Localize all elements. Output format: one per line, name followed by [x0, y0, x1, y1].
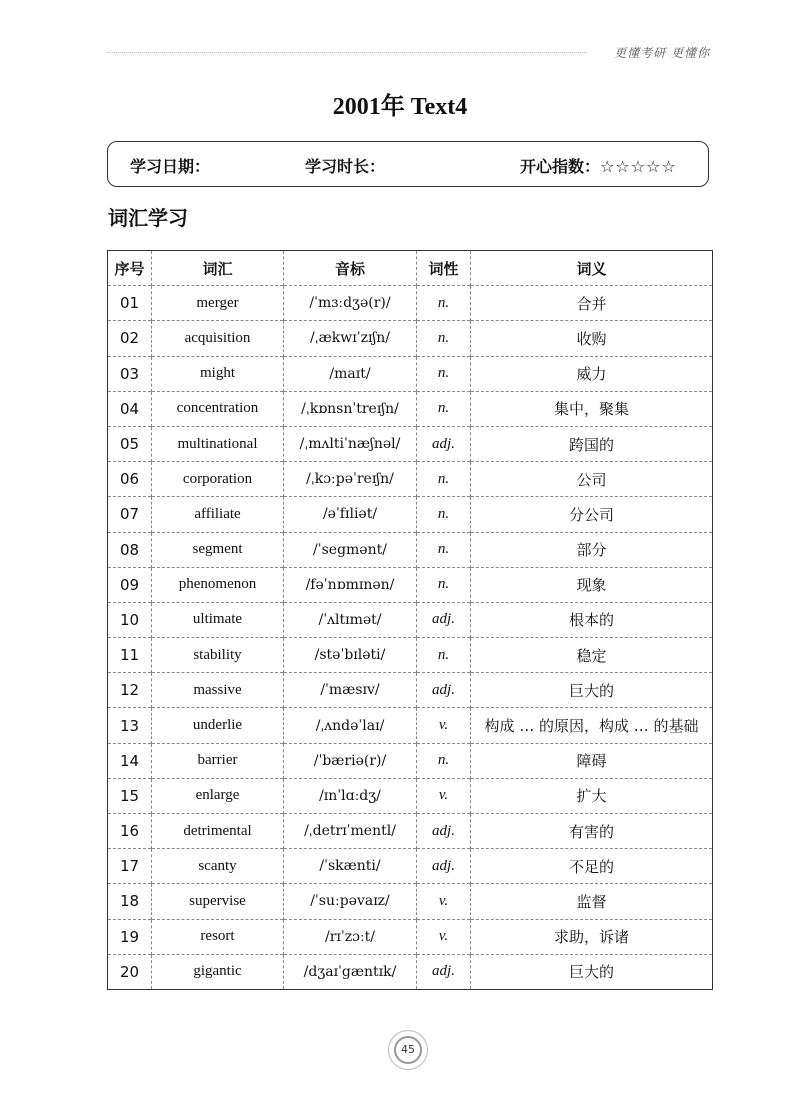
row-phonetic: /ˈsegmənt/	[284, 532, 417, 567]
header-word: 词汇	[152, 251, 284, 286]
page-title: 2001年 Text4	[332, 94, 468, 120]
row-word: gigantic	[152, 954, 284, 989]
table-row	[108, 673, 713, 708]
header-divider	[107, 52, 587, 53]
table-row	[108, 426, 713, 461]
row-part-of-speech: adj.	[417, 602, 471, 637]
row-index: 07	[108, 497, 152, 532]
table-row	[108, 814, 713, 849]
row-meaning: 合并	[471, 286, 713, 321]
row-index: 01	[108, 286, 152, 321]
row-index: 12	[108, 673, 152, 708]
header-index: 序号	[114, 259, 145, 278]
row-part-of-speech: n.	[417, 286, 471, 321]
table-header-row	[108, 251, 713, 286]
study-date-label: 学习日期：	[130, 157, 211, 176]
header-slogan: 更懂考研 更懂你	[614, 46, 710, 60]
row-word: corporation	[152, 462, 284, 497]
table-row	[108, 919, 713, 954]
table-row	[108, 778, 713, 813]
row-meaning: 集中，聚集	[471, 391, 713, 426]
row-index: 18	[108, 884, 152, 919]
row-meaning: 巨大的	[471, 673, 713, 708]
row-index: 03	[108, 356, 152, 391]
row-meaning: 根本的	[471, 602, 713, 637]
table-row	[108, 321, 713, 356]
vocabulary-table	[107, 250, 713, 990]
row-index: 11	[108, 638, 152, 673]
row-phonetic: /ˈsuːpəvaɪz/	[284, 884, 417, 919]
row-word: resort	[152, 919, 284, 954]
row-index: 04	[108, 391, 152, 426]
row-word: might	[152, 356, 284, 391]
row-meaning: 构成 … 的原因，构成 … 的基础	[471, 708, 713, 743]
row-phonetic: /dʒaɪˈgæntɪk/	[284, 954, 417, 989]
row-index: 06	[108, 462, 152, 497]
row-word: ultimate	[152, 602, 284, 637]
table-row	[108, 708, 713, 743]
row-meaning: 有害的	[471, 814, 713, 849]
row-phonetic: /əˈfɪliət/	[284, 497, 417, 532]
row-phonetic: /fəˈnɒmɪnən/	[284, 567, 417, 602]
row-index: 08	[108, 532, 152, 567]
row-meaning: 求助，诉诸	[471, 919, 713, 954]
row-phonetic: /ˌkɔːpəˈreɪʃn/	[284, 462, 417, 497]
table-row	[108, 532, 713, 567]
row-word: underlie	[152, 708, 284, 743]
row-phonetic: /ˈʌltɪmət/	[284, 602, 417, 637]
row-part-of-speech: adj.	[417, 954, 471, 989]
row-part-of-speech: adj.	[417, 426, 471, 461]
row-phonetic: /ˈbæriə(r)/	[284, 743, 417, 778]
row-part-of-speech: v.	[417, 884, 471, 919]
row-meaning: 巨大的	[471, 954, 713, 989]
row-phonetic: /ˌkɒnsnˈtreɪʃn/	[284, 391, 417, 426]
vocabulary-rows	[108, 286, 713, 990]
header-meaning: 词义	[471, 251, 713, 286]
row-index: 05	[108, 426, 152, 461]
row-meaning: 障碍	[471, 743, 713, 778]
row-word: acquisition	[152, 321, 284, 356]
row-part-of-speech: n.	[417, 743, 471, 778]
row-meaning: 稳定	[471, 638, 713, 673]
row-word: detrimental	[152, 814, 284, 849]
row-word: supervise	[152, 884, 284, 919]
table-row	[108, 462, 713, 497]
row-part-of-speech: n.	[417, 391, 471, 426]
row-word: affiliate	[152, 497, 284, 532]
table-row	[108, 602, 713, 637]
row-word: multinational	[152, 426, 284, 461]
row-part-of-speech: n.	[417, 356, 471, 391]
row-word: massive	[152, 673, 284, 708]
star-rating-icons: ☆☆☆☆☆	[600, 157, 677, 176]
row-meaning: 不足的	[471, 849, 713, 884]
row-phonetic: /ɪnˈlɑːdʒ/	[284, 778, 417, 813]
happiness-index	[520, 154, 677, 177]
study-info-box	[107, 141, 709, 187]
row-part-of-speech: v.	[417, 778, 471, 813]
row-index: 14	[108, 743, 152, 778]
header-part-of-speech: 词性	[417, 251, 471, 286]
row-part-of-speech: n.	[417, 462, 471, 497]
row-word: enlarge	[152, 778, 284, 813]
row-phonetic: /rɪˈzɔːt/	[284, 919, 417, 954]
row-word: scanty	[152, 849, 284, 884]
row-meaning: 现象	[471, 567, 713, 602]
header-phonetic: 音标	[284, 251, 417, 286]
table-row	[108, 286, 713, 321]
table-row	[108, 884, 713, 919]
row-index: 13	[108, 708, 152, 743]
row-part-of-speech: v.	[417, 919, 471, 954]
row-part-of-speech: n.	[417, 567, 471, 602]
row-meaning: 监督	[471, 884, 713, 919]
row-meaning: 公司	[471, 462, 713, 497]
row-index: 15	[108, 778, 152, 813]
row-word: segment	[152, 532, 284, 567]
row-word: merger	[152, 286, 284, 321]
row-index: 02	[108, 321, 152, 356]
row-meaning: 收购	[471, 321, 713, 356]
row-phonetic: /stəˈbɪləti/	[284, 638, 417, 673]
study-duration-label: 学习时长：	[305, 157, 386, 176]
row-index: 19	[108, 919, 152, 954]
row-phonetic: /ˌdetrɪˈmentl/	[284, 814, 417, 849]
row-part-of-speech: adj.	[417, 814, 471, 849]
table-row	[108, 497, 713, 532]
row-part-of-speech: n.	[417, 321, 471, 356]
row-meaning: 部分	[471, 532, 713, 567]
page-number: 45	[394, 1036, 422, 1064]
table-row	[108, 356, 713, 391]
table-row	[108, 391, 713, 426]
row-phonetic: /ˌækwɪˈzɪʃn/	[284, 321, 417, 356]
row-meaning: 扩大	[471, 778, 713, 813]
row-part-of-speech: adj.	[417, 849, 471, 884]
row-index: 10	[108, 602, 152, 637]
happiness-label: 开心指数：	[520, 157, 601, 176]
row-part-of-speech: n.	[417, 497, 471, 532]
row-word: phenomenon	[152, 567, 284, 602]
table-row	[108, 849, 713, 884]
row-index: 17	[108, 849, 152, 884]
row-index: 09	[108, 567, 152, 602]
row-word: stability	[152, 638, 284, 673]
row-word: barrier	[152, 743, 284, 778]
table-row	[108, 567, 713, 602]
table-row	[108, 743, 713, 778]
row-phonetic: /ˌʌndəˈlaɪ/	[284, 708, 417, 743]
section-title: 词汇学习	[108, 206, 188, 230]
table-row	[108, 954, 713, 989]
row-part-of-speech: adj.	[417, 673, 471, 708]
table-row	[108, 638, 713, 673]
row-phonetic: /ˈmɜːdʒə(r)/	[284, 286, 417, 321]
row-phonetic: /ˈmæsɪv/	[284, 673, 417, 708]
row-meaning: 跨国的	[471, 426, 713, 461]
row-index: 20	[108, 954, 152, 989]
row-meaning: 威力	[471, 356, 713, 391]
row-meaning: 分公司	[471, 497, 713, 532]
row-phonetic: /maɪt/	[284, 356, 417, 391]
row-part-of-speech: n.	[417, 638, 471, 673]
row-index: 16	[108, 814, 152, 849]
row-phonetic: /ˈskænti/	[284, 849, 417, 884]
row-word: concentration	[152, 391, 284, 426]
row-part-of-speech: v.	[417, 708, 471, 743]
row-part-of-speech: n.	[417, 532, 471, 567]
row-phonetic: /ˌmʌltiˈnæʃnəl/	[284, 426, 417, 461]
